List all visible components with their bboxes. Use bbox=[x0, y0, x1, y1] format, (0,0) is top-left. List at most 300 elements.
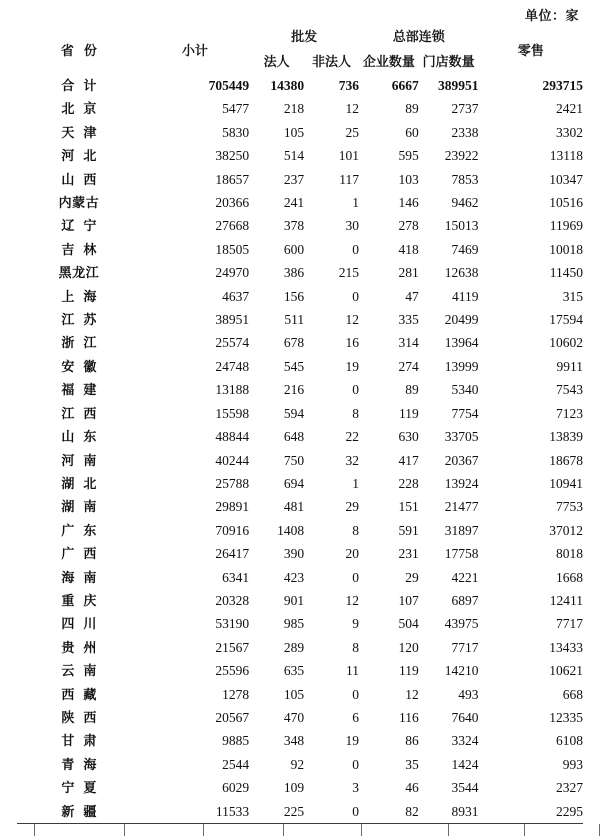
cell-chain-stores: 14210 bbox=[419, 659, 479, 682]
cell-retail: 17594 bbox=[479, 308, 583, 331]
cell-wholesale-legal: 390 bbox=[249, 542, 304, 565]
cell-wholesale-nonlegal: 20 bbox=[304, 542, 359, 565]
cell-chain-enterprises: 47 bbox=[359, 285, 419, 308]
cell-subtotal: 5477 bbox=[141, 97, 250, 120]
cell-province bbox=[17, 331, 141, 354]
column-header-subtotal: 小计 bbox=[141, 24, 250, 74]
cell-retail: 12411 bbox=[479, 589, 583, 612]
cell-chain-enterprises: 335 bbox=[359, 308, 419, 331]
table-row bbox=[17, 97, 583, 120]
cell-wholesale-nonlegal: 6 bbox=[304, 706, 359, 729]
cell-retail: 9911 bbox=[479, 355, 583, 378]
cell-subtotal: 48844 bbox=[141, 425, 250, 448]
cell-wholesale-legal: 386 bbox=[249, 261, 304, 284]
cell-retail: 7753 bbox=[479, 495, 583, 518]
table-row bbox=[17, 308, 583, 331]
table-row bbox=[17, 261, 583, 284]
cell-subtotal: 5830 bbox=[141, 121, 250, 144]
cell-chain-stores: 7717 bbox=[419, 636, 479, 659]
column-group-header-wholesale: 批发 bbox=[249, 24, 359, 49]
cell-wholesale-nonlegal: 3 bbox=[304, 776, 359, 799]
cell-subtotal: 27668 bbox=[141, 214, 250, 237]
cell-chain-stores: 33705 bbox=[419, 425, 479, 448]
cell-wholesale-legal: 511 bbox=[249, 308, 304, 331]
province-label: 山东 bbox=[61, 429, 106, 445]
cell-chain-stores: 4221 bbox=[419, 566, 479, 589]
cell-chain-stores: 4119 bbox=[419, 285, 479, 308]
province-label: 广西 bbox=[61, 546, 106, 562]
cell-wholesale-nonlegal: 22 bbox=[304, 425, 359, 448]
cell-retail: 10018 bbox=[479, 238, 583, 261]
cell-chain-stores: 6897 bbox=[419, 589, 479, 612]
cell-retail: 6108 bbox=[479, 729, 583, 752]
cell-wholesale-legal: 92 bbox=[249, 753, 304, 776]
cell-wholesale-nonlegal: 8 bbox=[304, 402, 359, 425]
cell-wholesale-nonlegal: 0 bbox=[304, 800, 359, 824]
cell-retail: 10347 bbox=[479, 168, 583, 191]
cell-wholesale-nonlegal: 12 bbox=[304, 97, 359, 120]
cell-wholesale-legal: 289 bbox=[249, 636, 304, 659]
cell-subtotal: 38250 bbox=[141, 144, 250, 167]
cell-wholesale-legal: 635 bbox=[249, 659, 304, 682]
cell-subtotal: 38951 bbox=[141, 308, 250, 331]
cell-chain-stores: 3544 bbox=[419, 776, 479, 799]
table-bottom-rule-continuation bbox=[34, 824, 600, 836]
cell-province bbox=[17, 542, 141, 565]
cell-chain-stores: 7754 bbox=[419, 402, 479, 425]
statistics-table bbox=[17, 24, 583, 824]
cell-chain-stores: 7853 bbox=[419, 168, 479, 191]
cell-chain-stores: 31897 bbox=[419, 519, 479, 542]
cell-retail: 12335 bbox=[479, 706, 583, 729]
cell-subtotal: 20366 bbox=[141, 191, 250, 214]
column-header-wholesale-legal: 法人 bbox=[249, 49, 304, 74]
table-row bbox=[17, 402, 583, 425]
cell-wholesale-nonlegal: 12 bbox=[304, 589, 359, 612]
cell-chain-stores: 12638 bbox=[419, 261, 479, 284]
province-label: 广东 bbox=[61, 522, 106, 538]
cell-chain-enterprises: 281 bbox=[359, 261, 419, 284]
cell-province bbox=[17, 659, 141, 682]
cell-chain-stores: 2737 bbox=[419, 97, 479, 120]
cell-province bbox=[17, 74, 141, 97]
cell-wholesale-nonlegal: 25 bbox=[304, 121, 359, 144]
cell-wholesale-nonlegal: 9 bbox=[304, 612, 359, 635]
cell-province bbox=[17, 519, 141, 542]
province-label: 安徽 bbox=[61, 358, 106, 374]
cell-wholesale-legal: 514 bbox=[249, 144, 304, 167]
cell-wholesale-nonlegal: 12 bbox=[304, 308, 359, 331]
cell-wholesale-nonlegal: 16 bbox=[304, 331, 359, 354]
cell-province bbox=[17, 402, 141, 425]
cell-chain-stores: 8931 bbox=[419, 800, 479, 824]
province-label: 北京 bbox=[61, 101, 106, 117]
cell-province bbox=[17, 472, 141, 495]
column-header-retail: 零售 bbox=[479, 24, 583, 74]
province-label: 甘肃 bbox=[61, 733, 106, 749]
province-label: 海南 bbox=[61, 569, 106, 585]
province-label: 重庆 bbox=[61, 592, 106, 608]
cell-subtotal: 15598 bbox=[141, 402, 250, 425]
table-header-row-1 bbox=[17, 24, 583, 49]
cell-subtotal: 20328 bbox=[141, 589, 250, 612]
cell-chain-enterprises: 314 bbox=[359, 331, 419, 354]
cell-wholesale-legal: 481 bbox=[249, 495, 304, 518]
table-row bbox=[17, 238, 583, 261]
province-label: 陕西 bbox=[61, 709, 106, 725]
province-label: 吉林 bbox=[61, 241, 106, 257]
cell-province bbox=[17, 378, 141, 401]
cell-subtotal: 6341 bbox=[141, 566, 250, 589]
column-header-province: 省份 bbox=[17, 24, 141, 74]
column-header-chain-enterprises: 企业数量 bbox=[359, 49, 419, 74]
cell-chain-stores: 23922 bbox=[419, 144, 479, 167]
cell-chain-stores: 43975 bbox=[419, 612, 479, 635]
province-label: 四川 bbox=[61, 616, 106, 632]
table-row bbox=[17, 378, 583, 401]
cell-subtotal: 2544 bbox=[141, 753, 250, 776]
cell-chain-stores: 17758 bbox=[419, 542, 479, 565]
cell-chain-enterprises: 89 bbox=[359, 97, 419, 120]
cell-chain-stores: 9462 bbox=[419, 191, 479, 214]
cell-retail: 37012 bbox=[479, 519, 583, 542]
cell-wholesale-nonlegal: 19 bbox=[304, 729, 359, 752]
cell-chain-stores: 5340 bbox=[419, 378, 479, 401]
cell-subtotal: 24748 bbox=[141, 355, 250, 378]
cell-chain-enterprises: 35 bbox=[359, 753, 419, 776]
cell-chain-enterprises: 595 bbox=[359, 144, 419, 167]
table-row bbox=[17, 800, 583, 824]
cell-wholesale-legal: 348 bbox=[249, 729, 304, 752]
cell-chain-stores: 7640 bbox=[419, 706, 479, 729]
cell-wholesale-nonlegal: 0 bbox=[304, 683, 359, 706]
table-row bbox=[17, 355, 583, 378]
cell-chain-enterprises: 12 bbox=[359, 683, 419, 706]
table-row bbox=[17, 214, 583, 237]
cell-retail: 8018 bbox=[479, 542, 583, 565]
cell-wholesale-nonlegal: 8 bbox=[304, 636, 359, 659]
cell-retail: 10621 bbox=[479, 659, 583, 682]
cell-subtotal: 18505 bbox=[141, 238, 250, 261]
cell-wholesale-legal: 985 bbox=[249, 612, 304, 635]
cell-subtotal: 25596 bbox=[141, 659, 250, 682]
table-row bbox=[17, 331, 583, 354]
table-row bbox=[17, 121, 583, 144]
cell-chain-enterprises: 29 bbox=[359, 566, 419, 589]
cell-province bbox=[17, 355, 141, 378]
cell-wholesale-legal: 105 bbox=[249, 683, 304, 706]
cell-wholesale-legal: 594 bbox=[249, 402, 304, 425]
cell-province bbox=[17, 800, 141, 824]
cell-chain-stores: 493 bbox=[419, 683, 479, 706]
cell-subtotal: 24970 bbox=[141, 261, 250, 284]
cell-chain-enterprises: 107 bbox=[359, 589, 419, 612]
table-row bbox=[17, 776, 583, 799]
cell-subtotal: 9885 bbox=[141, 729, 250, 752]
cell-retail: 993 bbox=[479, 753, 583, 776]
cell-province bbox=[17, 612, 141, 635]
cell-subtotal: 6029 bbox=[141, 776, 250, 799]
cell-chain-enterprises: 60 bbox=[359, 121, 419, 144]
table-row bbox=[17, 636, 583, 659]
cell-province bbox=[17, 121, 141, 144]
cell-subtotal: 70916 bbox=[141, 519, 250, 542]
cell-wholesale-legal: 600 bbox=[249, 238, 304, 261]
cell-chain-enterprises: 228 bbox=[359, 472, 419, 495]
table-row bbox=[17, 729, 583, 752]
cell-chain-enterprises: 591 bbox=[359, 519, 419, 542]
cell-wholesale-legal: 648 bbox=[249, 425, 304, 448]
cell-chain-enterprises: 146 bbox=[359, 191, 419, 214]
table-row bbox=[17, 495, 583, 518]
cell-chain-enterprises: 116 bbox=[359, 706, 419, 729]
table-row bbox=[17, 706, 583, 729]
cell-province bbox=[17, 729, 141, 752]
cell-province bbox=[17, 168, 141, 191]
cell-retail: 2295 bbox=[479, 800, 583, 824]
cell-wholesale-legal: 1408 bbox=[249, 519, 304, 542]
province-label: 河北 bbox=[61, 148, 106, 164]
table-row bbox=[17, 449, 583, 472]
cell-chain-enterprises: 278 bbox=[359, 214, 419, 237]
province-label: 江苏 bbox=[61, 312, 106, 328]
cell-wholesale-legal: 237 bbox=[249, 168, 304, 191]
cell-wholesale-legal: 750 bbox=[249, 449, 304, 472]
cell-wholesale-legal: 225 bbox=[249, 800, 304, 824]
cell-chain-enterprises: 417 bbox=[359, 449, 419, 472]
cell-wholesale-nonlegal: 101 bbox=[304, 144, 359, 167]
cell-chain-enterprises: 6667 bbox=[359, 74, 419, 97]
table-row bbox=[17, 683, 583, 706]
cell-wholesale-nonlegal: 0 bbox=[304, 566, 359, 589]
table-row bbox=[17, 589, 583, 612]
cell-retail: 7717 bbox=[479, 612, 583, 635]
cell-province bbox=[17, 425, 141, 448]
cell-chain-enterprises: 630 bbox=[359, 425, 419, 448]
cell-wholesale-nonlegal: 1 bbox=[304, 191, 359, 214]
cell-wholesale-nonlegal: 30 bbox=[304, 214, 359, 237]
province-label: 湖南 bbox=[61, 499, 106, 515]
cell-retail: 13839 bbox=[479, 425, 583, 448]
cell-wholesale-legal: 241 bbox=[249, 191, 304, 214]
cell-retail: 2327 bbox=[479, 776, 583, 799]
column-group-header-chain: 总部连锁 bbox=[359, 24, 479, 49]
cell-subtotal: 1278 bbox=[141, 683, 250, 706]
cell-chain-enterprises: 119 bbox=[359, 659, 419, 682]
province-label: 贵州 bbox=[61, 639, 106, 655]
cell-subtotal: 53190 bbox=[141, 612, 250, 635]
cell-retail: 2421 bbox=[479, 97, 583, 120]
cell-province bbox=[17, 753, 141, 776]
cell-chain-enterprises: 119 bbox=[359, 402, 419, 425]
unit-label: 单位：家 bbox=[524, 8, 579, 23]
cell-wholesale-legal: 470 bbox=[249, 706, 304, 729]
cell-wholesale-legal: 156 bbox=[249, 285, 304, 308]
province-label: 山西 bbox=[61, 171, 106, 187]
cell-wholesale-legal: 694 bbox=[249, 472, 304, 495]
cell-province bbox=[17, 495, 141, 518]
cell-wholesale-nonlegal: 29 bbox=[304, 495, 359, 518]
cell-retail: 3302 bbox=[479, 121, 583, 144]
province-label: 云南 bbox=[61, 663, 106, 679]
table-row bbox=[17, 168, 583, 191]
cell-wholesale-nonlegal: 0 bbox=[304, 753, 359, 776]
table-row bbox=[17, 472, 583, 495]
cell-chain-stores: 13924 bbox=[419, 472, 479, 495]
cell-province bbox=[17, 214, 141, 237]
cell-wholesale-legal: 14380 bbox=[249, 74, 304, 97]
cell-province bbox=[17, 285, 141, 308]
cell-wholesale-nonlegal: 11 bbox=[304, 659, 359, 682]
cell-subtotal: 25574 bbox=[141, 331, 250, 354]
province-label: 西藏 bbox=[61, 686, 106, 702]
province-label: 湖北 bbox=[61, 475, 106, 491]
cell-chain-enterprises: 418 bbox=[359, 238, 419, 261]
cell-chain-enterprises: 151 bbox=[359, 495, 419, 518]
cell-subtotal: 21567 bbox=[141, 636, 250, 659]
province-label: 辽宁 bbox=[61, 218, 106, 234]
cell-chain-stores: 20499 bbox=[419, 308, 479, 331]
cell-wholesale-legal: 218 bbox=[249, 97, 304, 120]
cell-retail: 11969 bbox=[479, 214, 583, 237]
table-header bbox=[17, 24, 583, 74]
cell-wholesale-legal: 901 bbox=[249, 589, 304, 612]
cell-chain-stores: 389951 bbox=[419, 74, 479, 97]
cell-retail: 10516 bbox=[479, 191, 583, 214]
province-label: 青海 bbox=[61, 756, 106, 772]
column-header-wholesale-nonlegal: 非法人 bbox=[304, 49, 359, 74]
table-row bbox=[17, 74, 583, 97]
cell-wholesale-nonlegal: 117 bbox=[304, 168, 359, 191]
cell-subtotal: 20567 bbox=[141, 706, 250, 729]
cell-subtotal: 40244 bbox=[141, 449, 250, 472]
cell-wholesale-nonlegal: 0 bbox=[304, 378, 359, 401]
cell-chain-stores: 21477 bbox=[419, 495, 479, 518]
cell-chain-stores: 13964 bbox=[419, 331, 479, 354]
cell-retail: 10602 bbox=[479, 331, 583, 354]
cell-province bbox=[17, 308, 141, 331]
cell-chain-enterprises: 120 bbox=[359, 636, 419, 659]
province-label: 宁夏 bbox=[61, 780, 106, 796]
cell-chain-stores: 1424 bbox=[419, 753, 479, 776]
cell-wholesale-nonlegal: 0 bbox=[304, 285, 359, 308]
cell-province bbox=[17, 566, 141, 589]
cell-province bbox=[17, 706, 141, 729]
cell-retail: 7543 bbox=[479, 378, 583, 401]
cell-province bbox=[17, 636, 141, 659]
column-header-chain-stores: 门店数量 bbox=[419, 49, 479, 74]
province-label: 河南 bbox=[61, 452, 106, 468]
cell-subtotal: 11533 bbox=[141, 800, 250, 824]
cell-chain-enterprises: 89 bbox=[359, 378, 419, 401]
cell-province bbox=[17, 261, 141, 284]
cell-province bbox=[17, 776, 141, 799]
cell-subtotal: 13188 bbox=[141, 378, 250, 401]
cell-retail: 7123 bbox=[479, 402, 583, 425]
cell-retail: 11450 bbox=[479, 261, 583, 284]
province-label: 江西 bbox=[61, 405, 106, 421]
cell-chain-enterprises: 86 bbox=[359, 729, 419, 752]
table-row bbox=[17, 566, 583, 589]
table-row bbox=[17, 519, 583, 542]
cell-retail: 315 bbox=[479, 285, 583, 308]
cell-retail: 13433 bbox=[479, 636, 583, 659]
cell-chain-stores: 2338 bbox=[419, 121, 479, 144]
cell-chain-enterprises: 82 bbox=[359, 800, 419, 824]
cell-chain-enterprises: 103 bbox=[359, 168, 419, 191]
unit-label-row bbox=[17, 0, 583, 24]
cell-retail: 293715 bbox=[479, 74, 583, 97]
cell-wholesale-legal: 378 bbox=[249, 214, 304, 237]
cell-province bbox=[17, 449, 141, 472]
province-label: 黑龙江 bbox=[58, 265, 100, 281]
cell-subtotal: 705449 bbox=[141, 74, 250, 97]
cell-wholesale-legal: 678 bbox=[249, 331, 304, 354]
cell-province bbox=[17, 683, 141, 706]
cell-subtotal: 29891 bbox=[141, 495, 250, 518]
table-row bbox=[17, 542, 583, 565]
table-row bbox=[17, 144, 583, 167]
cell-wholesale-nonlegal: 736 bbox=[304, 74, 359, 97]
cell-chain-stores: 20367 bbox=[419, 449, 479, 472]
cell-chain-stores: 13999 bbox=[419, 355, 479, 378]
cell-province bbox=[17, 238, 141, 261]
cell-chain-enterprises: 274 bbox=[359, 355, 419, 378]
cell-subtotal: 18657 bbox=[141, 168, 250, 191]
province-label: 上海 bbox=[61, 288, 106, 304]
province-label: 合计 bbox=[61, 78, 106, 93]
cell-retail: 10941 bbox=[479, 472, 583, 495]
cell-wholesale-legal: 105 bbox=[249, 121, 304, 144]
cell-retail: 13118 bbox=[479, 144, 583, 167]
cell-subtotal: 26417 bbox=[141, 542, 250, 565]
province-label: 天津 bbox=[61, 124, 106, 140]
table-row bbox=[17, 285, 583, 308]
cell-subtotal: 4637 bbox=[141, 285, 250, 308]
cell-chain-enterprises: 504 bbox=[359, 612, 419, 635]
cell-province bbox=[17, 97, 141, 120]
cell-wholesale-nonlegal: 32 bbox=[304, 449, 359, 472]
cell-wholesale-nonlegal: 19 bbox=[304, 355, 359, 378]
cell-retail: 1668 bbox=[479, 566, 583, 589]
cell-retail: 18678 bbox=[479, 449, 583, 472]
cell-wholesale-nonlegal: 215 bbox=[304, 261, 359, 284]
province-label: 浙江 bbox=[61, 335, 106, 351]
cell-retail: 668 bbox=[479, 683, 583, 706]
cell-province bbox=[17, 144, 141, 167]
province-label: 内蒙古 bbox=[58, 195, 100, 211]
table-row bbox=[17, 425, 583, 448]
cell-wholesale-legal: 109 bbox=[249, 776, 304, 799]
table-row bbox=[17, 659, 583, 682]
table-row bbox=[17, 753, 583, 776]
cell-subtotal: 25788 bbox=[141, 472, 250, 495]
cell-chain-enterprises: 231 bbox=[359, 542, 419, 565]
cell-wholesale-legal: 423 bbox=[249, 566, 304, 589]
cell-wholesale-legal: 545 bbox=[249, 355, 304, 378]
table-row bbox=[17, 612, 583, 635]
cell-chain-stores: 15013 bbox=[419, 214, 479, 237]
table-row bbox=[17, 191, 583, 214]
cell-wholesale-nonlegal: 0 bbox=[304, 238, 359, 261]
cell-chain-stores: 3324 bbox=[419, 729, 479, 752]
province-label: 福建 bbox=[61, 382, 106, 398]
cell-wholesale-legal: 216 bbox=[249, 378, 304, 401]
cell-wholesale-nonlegal: 8 bbox=[304, 519, 359, 542]
cell-chain-enterprises: 46 bbox=[359, 776, 419, 799]
cell-chain-stores: 7469 bbox=[419, 238, 479, 261]
table-body bbox=[17, 74, 583, 824]
